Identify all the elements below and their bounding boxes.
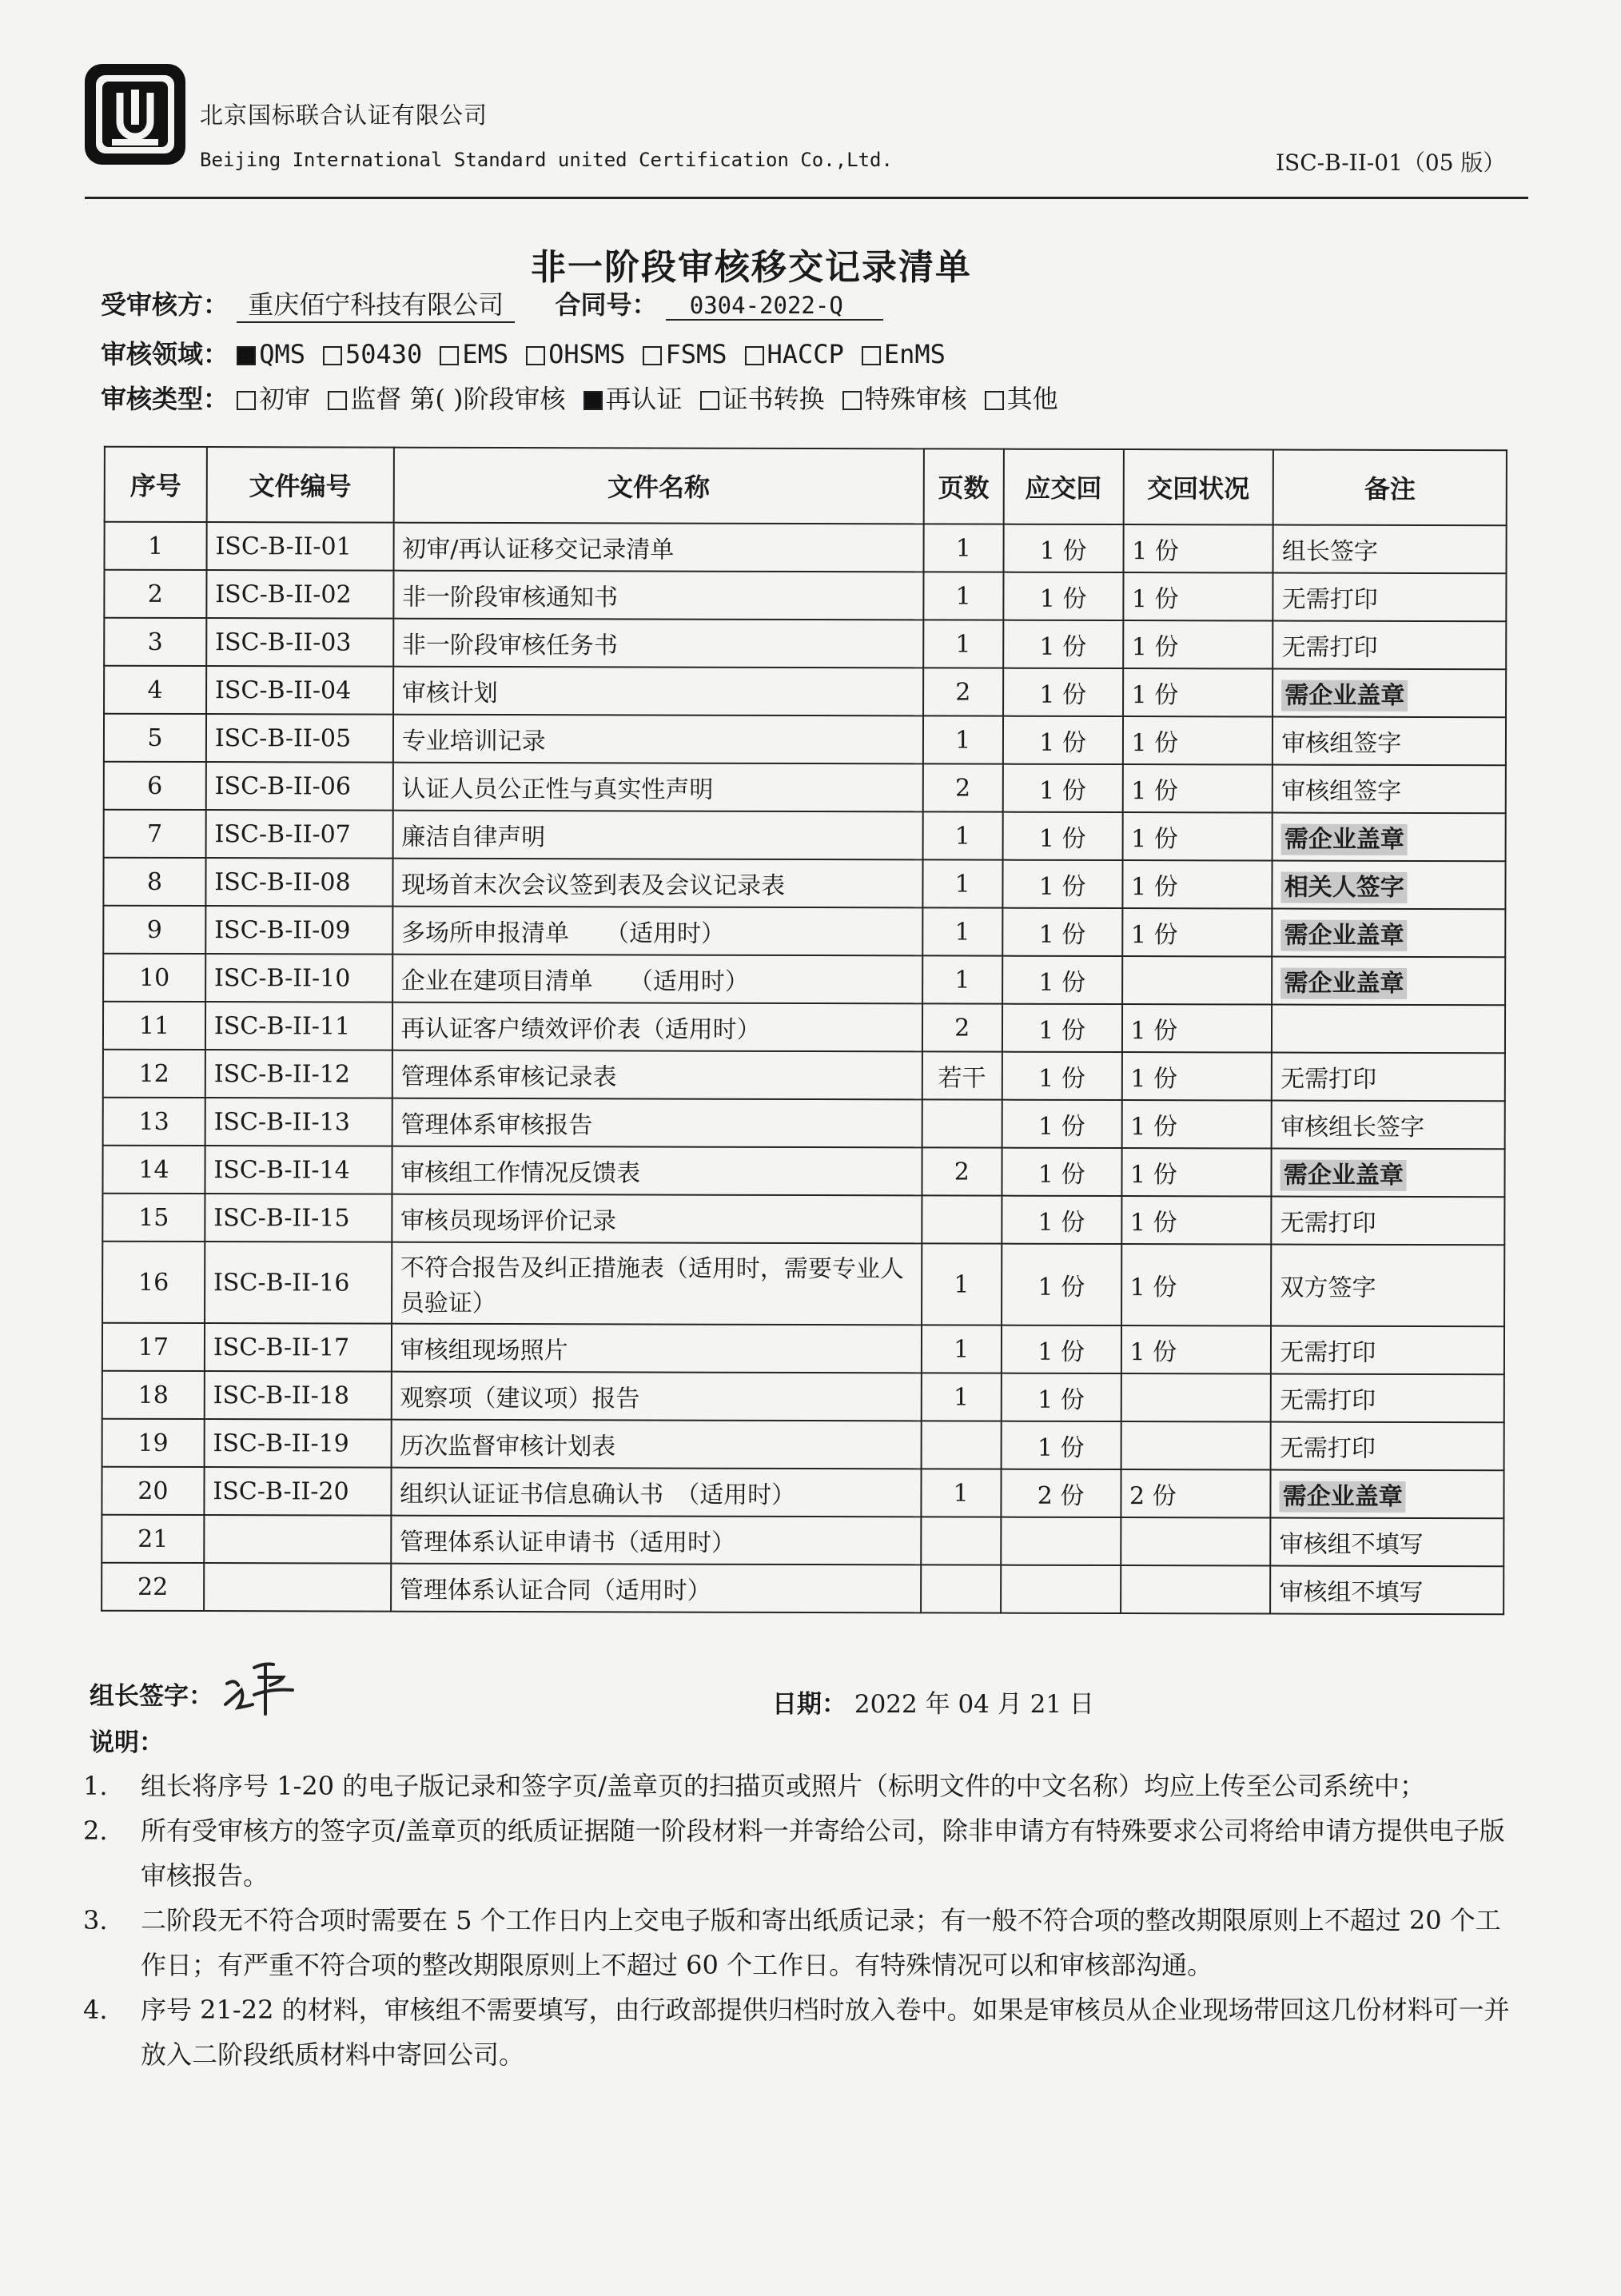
row-return-status: 1 份 <box>1121 1196 1272 1244</box>
row-remark <box>1271 1470 1504 1519</box>
column-header: 应交回 <box>1003 449 1123 524</box>
row-pages: 1 <box>922 907 1002 955</box>
field-option[interactable] <box>862 339 946 369</box>
row-pages: 1 <box>922 811 1002 859</box>
row-remark <box>1273 861 1506 910</box>
row-return-status: 1 份 <box>1121 1148 1272 1196</box>
row-file-code: ISC-B-II-08 <box>205 858 392 907</box>
row-remark <box>1272 1005 1505 1054</box>
table-row <box>103 954 1505 1006</box>
row-pages: 1 <box>921 1469 1001 1517</box>
field-option[interactable] <box>526 339 625 369</box>
notes-title: 说明： <box>90 1728 164 1757</box>
table-row <box>102 1419 1504 1471</box>
field-option-label: HACCP <box>767 339 844 369</box>
field-option-label: EnMS <box>883 339 946 369</box>
row-file-code: ISC-B-II-14 <box>205 1146 392 1194</box>
row-return-status: 2 份 <box>1121 1469 1271 1517</box>
row-file-name: 管理体系认证申请书（适用时） <box>391 1516 921 1565</box>
row-file-code <box>204 1563 391 1612</box>
row-return-status: 1 份 <box>1122 860 1273 908</box>
field-option-label: OHSMS <box>548 339 626 369</box>
row-due <box>1001 1565 1121 1613</box>
table-row <box>102 1194 1504 1246</box>
row-seq: 7 <box>104 810 206 858</box>
note-number: 4. <box>83 1995 108 2025</box>
row-file-code: ISC-B-II-07 <box>205 810 392 859</box>
unchecked-box-icon[interactable] <box>237 391 256 410</box>
row-seq: 5 <box>104 714 206 762</box>
row-seq: 12 <box>103 1050 205 1098</box>
row-file-name: 历次监督审核计划表 <box>391 1420 921 1469</box>
row-file-code: ISC-B-II-01 <box>206 522 393 571</box>
row-remark: 无需打印 <box>1271 1374 1504 1423</box>
row-file-name: 管理体系认证合同（适用时） <box>391 1564 921 1613</box>
note-item <box>83 1764 1522 1808</box>
row-due: 1 份 <box>1002 1004 1122 1052</box>
contract-label: 合同号： <box>555 289 658 320</box>
note-number: 3. <box>83 1905 108 1935</box>
note-item <box>83 1808 1522 1898</box>
row-seq: 19 <box>102 1419 205 1467</box>
audit-field-options <box>237 339 963 369</box>
unchecked-box-icon[interactable] <box>700 391 719 410</box>
type-option-label: 特殊审核 <box>864 384 967 414</box>
row-remark: 审核组不填写 <box>1270 1566 1504 1615</box>
row-due: 1 份 <box>1002 764 1122 812</box>
row-file-name: 初审/再认证移交记录清单 <box>393 523 923 572</box>
transfer-record-table <box>101 446 1507 1616</box>
row-return-status <box>1121 1565 1271 1613</box>
row-due: 1 份 <box>1002 860 1122 908</box>
row-pages: 若干 <box>922 1051 1002 1099</box>
highlighted-remark: 需企业盖章 <box>1280 1481 1406 1513</box>
table-row <box>102 1323 1504 1375</box>
row-file-name: 不符合报告及纠正措施表（适用时，需要专业人员验证） <box>392 1242 922 1325</box>
row-seq: 4 <box>104 666 206 714</box>
row-return-status: 1 份 <box>1121 1052 1272 1100</box>
form-code: ISC-B-II-01（05 版） <box>1276 149 1506 176</box>
row-due: 1 份 <box>1002 1100 1121 1148</box>
row-file-code: ISC-B-II-06 <box>206 762 393 811</box>
column-header: 备注 <box>1273 450 1507 526</box>
row-pages <box>922 1099 1002 1147</box>
row-seq: 21 <box>102 1515 204 1563</box>
handwritten-signature-icon <box>222 1660 310 1719</box>
row-file-code: ISC-B-II-13 <box>205 1098 392 1146</box>
note-item <box>83 1987 1522 2077</box>
type-option[interactable] <box>700 379 825 416</box>
field-option[interactable] <box>643 339 727 369</box>
row-remark <box>1272 1149 1505 1198</box>
table-row <box>104 570 1506 622</box>
unchecked-box-icon[interactable] <box>985 391 1004 410</box>
row-file-name: 审核组工作情况反馈表 <box>392 1146 922 1196</box>
table-row <box>103 1098 1505 1150</box>
table-row <box>102 1242 1504 1327</box>
note-text: 所有受审核方的签字页/盖章页的纸质证据随一阶段材料一并寄给公司，除非申请方有特殊要求公司将给申请方提供电子版审核报告。 <box>141 1816 1505 1891</box>
unchecked-box-icon[interactable] <box>440 346 459 365</box>
row-remark: 审核组不填写 <box>1271 1518 1504 1567</box>
row-remark: 审核组签字 <box>1273 717 1506 766</box>
table-row <box>105 522 1507 574</box>
row-seq: 14 <box>102 1146 205 1194</box>
row-seq: 18 <box>102 1371 205 1419</box>
table-row <box>104 714 1506 766</box>
highlighted-remark: 需企业盖章 <box>1281 920 1408 951</box>
row-return-status: 1 份 <box>1121 1244 1272 1325</box>
type-option-label: 再认证 <box>605 384 683 414</box>
row-return-status <box>1121 1517 1271 1565</box>
field-option[interactable] <box>745 339 844 369</box>
row-file-name: 审核计划 <box>393 667 923 716</box>
row-due: 1 份 <box>1002 1244 1121 1325</box>
row-return-status: 1 份 <box>1122 764 1273 812</box>
row-pages: 2 <box>922 1147 1002 1195</box>
row-file-code: ISC-B-II-02 <box>206 570 393 619</box>
row-seq: 1 <box>105 522 207 570</box>
row-seq: 8 <box>103 858 205 906</box>
row-file-code: ISC-B-II-16 <box>205 1242 392 1324</box>
row-file-name: 多场所申报清单 （适用时） <box>392 907 922 956</box>
row-file-code: ISC-B-II-10 <box>205 954 392 1003</box>
row-due: 2 份 <box>1001 1469 1121 1517</box>
row-due: 1 份 <box>1002 1196 1121 1244</box>
row-seq: 6 <box>104 762 206 810</box>
header-divider <box>85 197 1528 199</box>
table-body <box>102 522 1507 1615</box>
table-row <box>102 1515 1504 1567</box>
row-remark: 无需打印 <box>1273 621 1507 670</box>
row-return-status: 1 份 <box>1122 716 1273 764</box>
row-pages <box>921 1421 1001 1469</box>
row-pages: 1 <box>922 1325 1002 1373</box>
row-remark: 无需打印 <box>1271 1422 1504 1471</box>
row-file-name: 再认证客户绩效评价表（适用时） <box>392 1003 922 1052</box>
row-file-name: 审核组现场照片 <box>392 1324 922 1373</box>
row-file-code: ISC-B-II-03 <box>206 618 393 667</box>
type-option[interactable] <box>583 379 683 416</box>
row-return-status <box>1121 1373 1271 1421</box>
table-row <box>103 1050 1505 1102</box>
row-remark <box>1272 957 1505 1006</box>
audit-type-options <box>237 384 1075 414</box>
row-pages <box>921 1517 1001 1565</box>
audit-field-line <box>101 334 963 371</box>
table-row <box>102 1467 1504 1519</box>
table-row <box>103 858 1505 910</box>
note-text: 序号 21-22 的材料，审核组不需要填写，由行政部提供归档时放入卷中。如果是审核员从企业现场带回这几份材料可一并放入二阶段纸质材料中寄回公司。 <box>141 1995 1510 2070</box>
table-row <box>102 1563 1504 1615</box>
row-file-code: ISC-B-II-09 <box>205 906 392 955</box>
row-file-name: 组织认证证书信息确认书 （适用时） <box>391 1468 921 1517</box>
row-seq: 11 <box>103 1002 205 1050</box>
unchecked-box-icon[interactable] <box>745 346 764 365</box>
row-remark: 无需打印 <box>1273 573 1507 622</box>
row-pages <box>921 1565 1001 1612</box>
table-row <box>104 810 1506 862</box>
column-header: 序号 <box>105 447 207 522</box>
row-due: 1 份 <box>1002 812 1122 860</box>
company-name-cn: 北京国标联合认证有限公司 <box>200 102 488 129</box>
row-file-code: ISC-B-II-05 <box>206 714 393 763</box>
field-option-label: QMS <box>259 339 305 369</box>
row-seq: 16 <box>102 1242 205 1323</box>
unchecked-box-icon[interactable] <box>328 391 347 410</box>
row-return-status <box>1122 956 1273 1004</box>
table-row <box>104 762 1506 814</box>
type-option[interactable] <box>985 379 1058 416</box>
row-file-code: ISC-B-II-11 <box>205 1002 392 1050</box>
row-return-status: 1 份 <box>1123 524 1273 572</box>
audited-party-value: 重庆佰宁科技有限公司 <box>237 285 515 323</box>
row-seq: 2 <box>104 570 206 618</box>
row-due: 1 份 <box>1003 524 1123 572</box>
row-file-name: 专业培训记录 <box>393 715 923 764</box>
highlighted-remark: 相关人签字 <box>1281 872 1408 903</box>
row-file-code <box>204 1515 391 1564</box>
row-file-code: ISC-B-II-15 <box>205 1194 392 1242</box>
row-due: 1 份 <box>1002 1325 1121 1373</box>
table-row <box>102 1146 1504 1198</box>
field-option[interactable] <box>440 339 508 369</box>
row-seq: 3 <box>104 618 206 666</box>
row-file-code: ISC-B-II-19 <box>204 1419 391 1468</box>
field-option[interactable] <box>237 339 305 369</box>
row-file-code: ISC-B-II-12 <box>205 1050 392 1098</box>
row-due <box>1001 1517 1121 1565</box>
audit-type-line <box>101 379 1076 416</box>
table-row <box>104 618 1506 670</box>
row-return-status: 1 份 <box>1121 1325 1271 1373</box>
table-row <box>102 1371 1504 1423</box>
notes-list <box>83 1764 1522 2077</box>
row-return-status: 1 份 <box>1121 1004 1272 1052</box>
row-file-name: 现场首末次会议签到表及会议记录表 <box>392 859 922 908</box>
table-row <box>103 1002 1505 1054</box>
row-due: 1 份 <box>1002 908 1122 956</box>
row-due: 1 份 <box>1002 956 1122 1004</box>
audited-party-label: 受审核方： <box>101 289 229 320</box>
row-remark <box>1273 909 1506 958</box>
row-file-code: ISC-B-II-04 <box>206 666 393 715</box>
row-pages: 2 <box>923 668 1003 716</box>
type-option-label: 监督 第( )阶段审核 <box>350 384 566 414</box>
row-return-status: 1 份 <box>1123 620 1273 668</box>
row-file-name: 廉洁自律声明 <box>392 811 922 860</box>
row-file-name: 管理体系审核报告 <box>392 1098 922 1148</box>
company-name-en: Beijing International Standard united Certification Co.,Ltd. <box>200 149 893 171</box>
table-row <box>104 666 1506 718</box>
document-title: 非一阶段审核移交记录清单 <box>531 247 972 288</box>
row-pages <box>922 1195 1002 1243</box>
date-line <box>772 1684 1094 1720</box>
type-option-label: 证书转换 <box>722 384 825 414</box>
row-due: 1 份 <box>1002 1148 1121 1196</box>
row-file-name: 企业在建项目清单 （适用时） <box>392 955 922 1004</box>
column-header: 页数 <box>923 448 1003 524</box>
unchecked-box-icon[interactable] <box>862 346 881 365</box>
column-header: 交回状况 <box>1123 449 1273 524</box>
row-return-status: 1 份 <box>1122 908 1273 956</box>
row-pages: 1 <box>922 955 1002 1003</box>
row-remark: 无需打印 <box>1271 1326 1504 1375</box>
row-remark: 无需打印 <box>1272 1053 1505 1102</box>
column-header: 文件编号 <box>207 447 394 523</box>
company-logo-icon <box>83 62 187 166</box>
row-due: 1 份 <box>1003 620 1123 668</box>
contract-number: 0304-2022-Q <box>666 292 883 321</box>
audit-field-label: 审核领域： <box>101 339 229 369</box>
highlighted-remark: 需企业盖章 <box>1280 968 1407 999</box>
type-option[interactable] <box>328 379 565 416</box>
checked-box-icon[interactable] <box>583 391 603 410</box>
row-return-status <box>1121 1421 1271 1469</box>
row-remark <box>1273 813 1506 862</box>
row-due: 1 份 <box>1003 716 1123 764</box>
row-seq: 15 <box>102 1194 205 1242</box>
row-pages: 1 <box>923 572 1003 620</box>
field-option[interactable] <box>323 339 422 369</box>
note-number: 1. <box>83 1771 108 1801</box>
unchecked-box-icon[interactable] <box>323 346 342 365</box>
unchecked-box-icon[interactable] <box>643 346 662 365</box>
row-pages: 1 <box>923 620 1003 668</box>
row-file-name: 观察项（建议项）报告 <box>391 1372 921 1421</box>
field-option-label: EMS <box>462 339 509 369</box>
row-file-code: ISC-B-II-18 <box>205 1371 392 1420</box>
row-file-code: ISC-B-II-17 <box>205 1323 392 1372</box>
row-remark: 组长签字 <box>1273 525 1507 574</box>
note-number: 2. <box>83 1816 108 1846</box>
type-option-label: 初审 <box>259 384 311 414</box>
row-seq: 17 <box>102 1323 205 1371</box>
highlighted-remark: 需企业盖章 <box>1280 1160 1407 1191</box>
type-option-label: 其他 <box>1006 384 1058 414</box>
row-return-status: 1 份 <box>1121 1100 1272 1148</box>
checked-box-icon[interactable] <box>237 346 256 365</box>
row-due: 1 份 <box>1003 668 1123 716</box>
row-remark: 审核组签字 <box>1273 765 1506 814</box>
row-pages: 1 <box>922 859 1002 907</box>
row-pages: 1 <box>923 716 1003 763</box>
row-seq: 10 <box>103 954 205 1002</box>
note-text: 组长将序号 1-20 的电子版记录和签字页/盖章页的扫描页或照片（标明文件的中文名称）均应上传至公司系统中； <box>141 1771 1426 1801</box>
note-text: 二阶段无不符合项时需要在 5 个工作日内上交电子版和寄出纸质记录；有一般不符合项的整改期限原则上不超过 20 个工作日；有严重不符合项的整改期限原则上不超过 60 个工作日。有特殊情况可以和审核部沟通。 <box>141 1905 1501 1980</box>
unchecked-box-icon[interactable] <box>526 346 545 365</box>
column-header: 文件名称 <box>393 448 923 524</box>
row-file-name: 审核员现场评价记录 <box>392 1194 922 1244</box>
leader-signature-label: 组长签字： <box>90 1682 213 1711</box>
table-header-row <box>105 447 1507 526</box>
row-remark: 审核组长签字 <box>1272 1101 1505 1150</box>
row-seq: 22 <box>102 1563 204 1611</box>
row-pages: 1 <box>923 524 1003 572</box>
row-seq: 13 <box>103 1098 205 1146</box>
audit-type-label: 审核类型： <box>101 384 229 414</box>
field-option-label: FSMS <box>665 339 727 369</box>
row-due: 1 份 <box>1001 1421 1121 1469</box>
type-option[interactable] <box>842 379 967 416</box>
row-remark <box>1273 669 1506 718</box>
note-item <box>83 1898 1522 1987</box>
row-file-code: ISC-B-II-20 <box>204 1467 391 1516</box>
row-due: 1 份 <box>1002 1052 1121 1100</box>
date-value: 2022 年 04 月 21 日 <box>854 1690 1094 1719</box>
highlighted-remark: 需企业盖章 <box>1281 824 1408 855</box>
row-due: 1 份 <box>1001 1373 1121 1421</box>
row-file-name: 非一阶段审核任务书 <box>393 619 923 668</box>
date-label: 日期： <box>772 1690 846 1719</box>
row-return-status: 1 份 <box>1123 572 1273 620</box>
row-file-name: 非一阶段审核通知书 <box>393 571 923 620</box>
row-pages: 1 <box>922 1373 1002 1421</box>
row-due: 1 份 <box>1003 572 1123 620</box>
audited-party-line <box>101 285 883 323</box>
row-file-name: 管理体系审核记录表 <box>392 1050 922 1100</box>
row-remark: 双方签字 <box>1271 1245 1504 1327</box>
unchecked-box-icon[interactable] <box>842 391 862 410</box>
highlighted-remark: 需企业盖章 <box>1281 680 1408 712</box>
table-row <box>103 906 1505 958</box>
row-pages: 2 <box>922 1003 1002 1051</box>
row-seq: 20 <box>102 1467 204 1515</box>
row-return-status: 1 份 <box>1122 812 1273 860</box>
row-return-status: 1 份 <box>1123 668 1273 716</box>
row-seq: 9 <box>103 906 205 954</box>
row-file-name: 认证人员公正性与真实性声明 <box>392 763 922 812</box>
field-option-label: 50430 <box>345 339 423 369</box>
row-pages: 1 <box>922 1243 1002 1325</box>
row-remark: 无需打印 <box>1272 1197 1505 1246</box>
type-option[interactable] <box>237 379 310 416</box>
row-pages: 2 <box>922 763 1002 811</box>
